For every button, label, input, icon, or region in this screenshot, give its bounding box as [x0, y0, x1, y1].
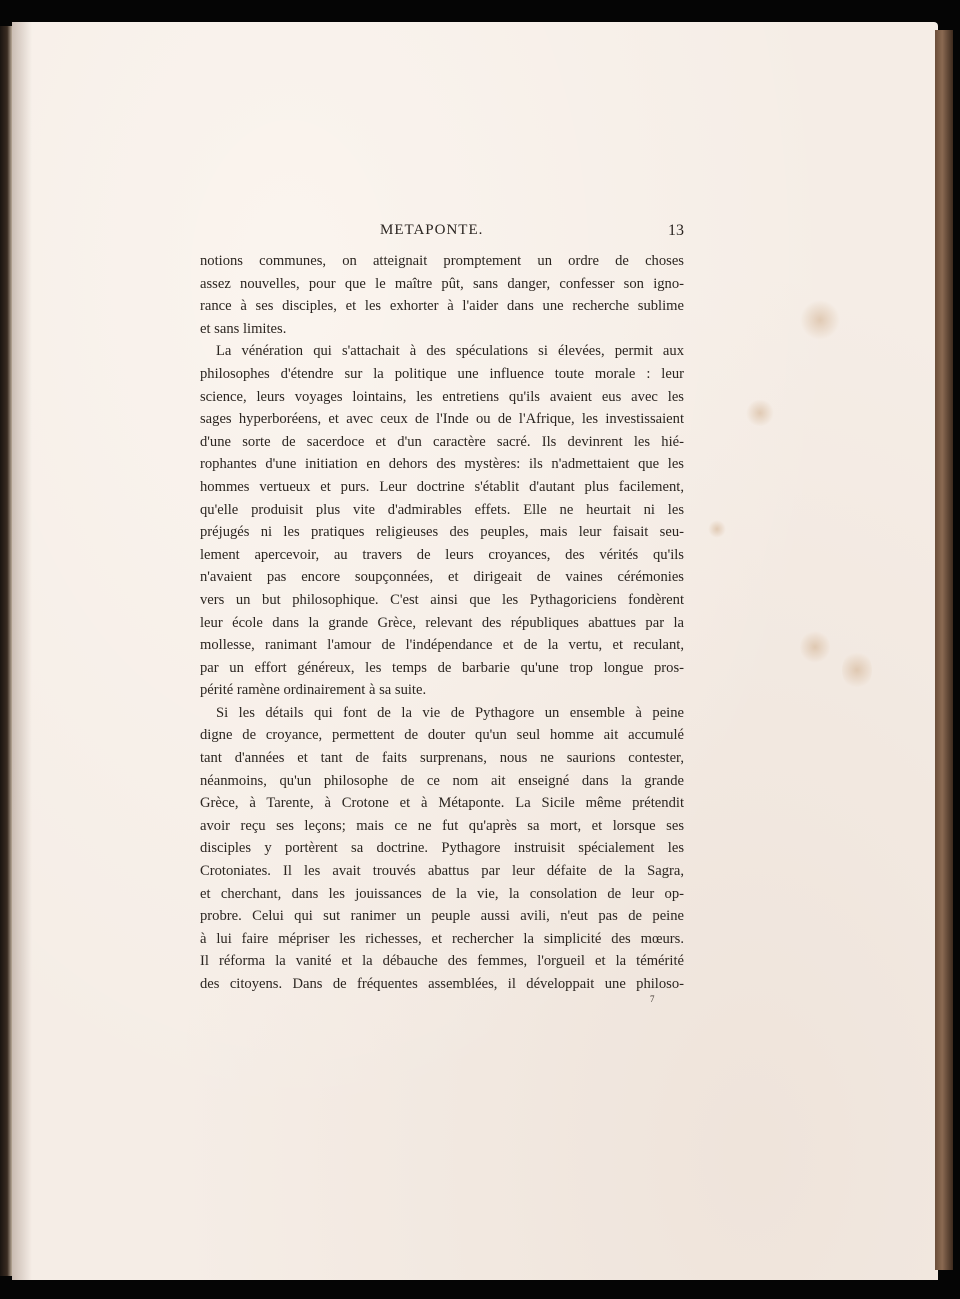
running-header	[200, 222, 684, 244]
text-line: leur école dans la grande Grèce, relevant des républiques abattues par la	[200, 614, 684, 631]
paragraph	[200, 702, 684, 996]
text-line: tant d'années et tant de faits surprenans, nous ne saurions contester,	[200, 750, 684, 767]
text-line: Il réforma la vanité et la débauche des femmes, l'orgueil et la témérité	[200, 953, 684, 970]
text-line: Grèce, à Tarente, à Crotone et à Métaponte. La Sicile même prétendit	[200, 795, 684, 812]
text-line: assez nouvelles, pour que le maître pût, sans danger, confesser son igno-	[200, 275, 684, 292]
text-line: philosophes d'étendre sur la politique une influence toute morale : leur	[200, 365, 684, 382]
paragraph	[200, 340, 684, 702]
text-line: digne de croyance, permettent de douter qu'un seul homme ait accumulé	[200, 727, 684, 744]
text-line: périté ramène ordinairement à sa suite.	[200, 682, 427, 699]
foxing-spot	[800, 630, 830, 664]
text-line: des citoyens. Dans de fréquentes assemblées, il développait une philoso-	[200, 976, 684, 992]
text-line: notions communes, on atteignait promptement un ordre de choses	[200, 253, 684, 269]
book-spine-edge	[0, 26, 12, 1276]
text-line: sages hyperboréens, et avec ceux de l'Inde ou de l'Afrique, les investissaient	[200, 411, 684, 428]
text-line: La vénération qui s'attachait à des spéculations si élevées, permit aux	[216, 343, 684, 360]
text-line: vers un but philosophique. C'est ainsi que les Pythagoriciens fondèrent	[200, 591, 684, 608]
text-line: rance à ses disciples, et les exhorter à l'aider dans une recherche sublime	[200, 298, 684, 315]
foxing-spot	[708, 520, 726, 538]
text-line: préjugés ni les pratiques religieuses des peuples, mais leur faisait seu-	[200, 524, 684, 541]
body-text	[200, 250, 684, 996]
text-line: science, leurs voyages lointains, les entretiens qu'ils avaient eus avec les	[200, 388, 684, 405]
text-line: disciples y portèrent sa doctrine. Pythagore instruisit spécialement les	[200, 840, 684, 857]
signature-mark: 7	[650, 994, 655, 1004]
text-line: lement apercevoir, au travers de leurs croyances, des vérités qu'ils	[200, 546, 684, 563]
text-line: Si les détails qui font de la vie de Pythagore un ensemble à peine	[216, 704, 684, 721]
text-line: à lui faire mépriser les richesses, et rechercher la simplicité des mœurs.	[200, 930, 684, 947]
gutter-shadow	[12, 22, 32, 1280]
text-line: et cherchant, dans les jouissances de la vie, la consolation de leur op-	[200, 885, 684, 902]
paragraph	[200, 250, 684, 340]
text-line: rophantes d'une initiation en dehors des mystères: ils n'admettaient que les	[200, 456, 684, 473]
text-line: qu'elle produisit plus vite d'admirables effets. Elle ne heurtait ni les	[200, 501, 684, 518]
text-line: et sans limites.	[200, 320, 287, 337]
text-line: hommes vertueux et purs. Leur doctrine s'établit d'autant plus facilement,	[200, 478, 684, 495]
text-line: avoir reçu ses leçons; mais ce ne fut qu'après sa mort, et lorsque ses	[200, 817, 684, 834]
text-line: par un effort généreux, les temps de barbarie qu'une trop longue pros-	[200, 659, 684, 676]
text-line: néanmoins, qu'un philosophe de ce nom ait enseigné dans la grande	[200, 772, 684, 789]
text-line: probre. Celui qui sut ranimer un peuple aussi avili, n'eut pas de peine	[200, 908, 684, 925]
foxing-spot	[800, 300, 840, 340]
text-line: n'avaient pas encore soupçonnées, et dirigeait de vaines cérémonies	[200, 569, 684, 586]
text-line: mollesse, ranimant l'amour de l'indépendance et de la vertu, et reculant,	[200, 637, 684, 654]
running-title: METAPONTE.	[380, 222, 484, 238]
book-fore-edge	[935, 30, 953, 1270]
foxing-spot	[745, 400, 775, 426]
page-number: 13	[668, 222, 684, 239]
foxing-spot	[842, 650, 872, 690]
text-line: Crotoniates. Il les avait trouvés abattus par leur défaite de la Sagra,	[200, 863, 684, 880]
text-line: d'une sorte de sacerdoce et d'un caractère sacré. Ils devinrent les hié-	[200, 433, 684, 450]
